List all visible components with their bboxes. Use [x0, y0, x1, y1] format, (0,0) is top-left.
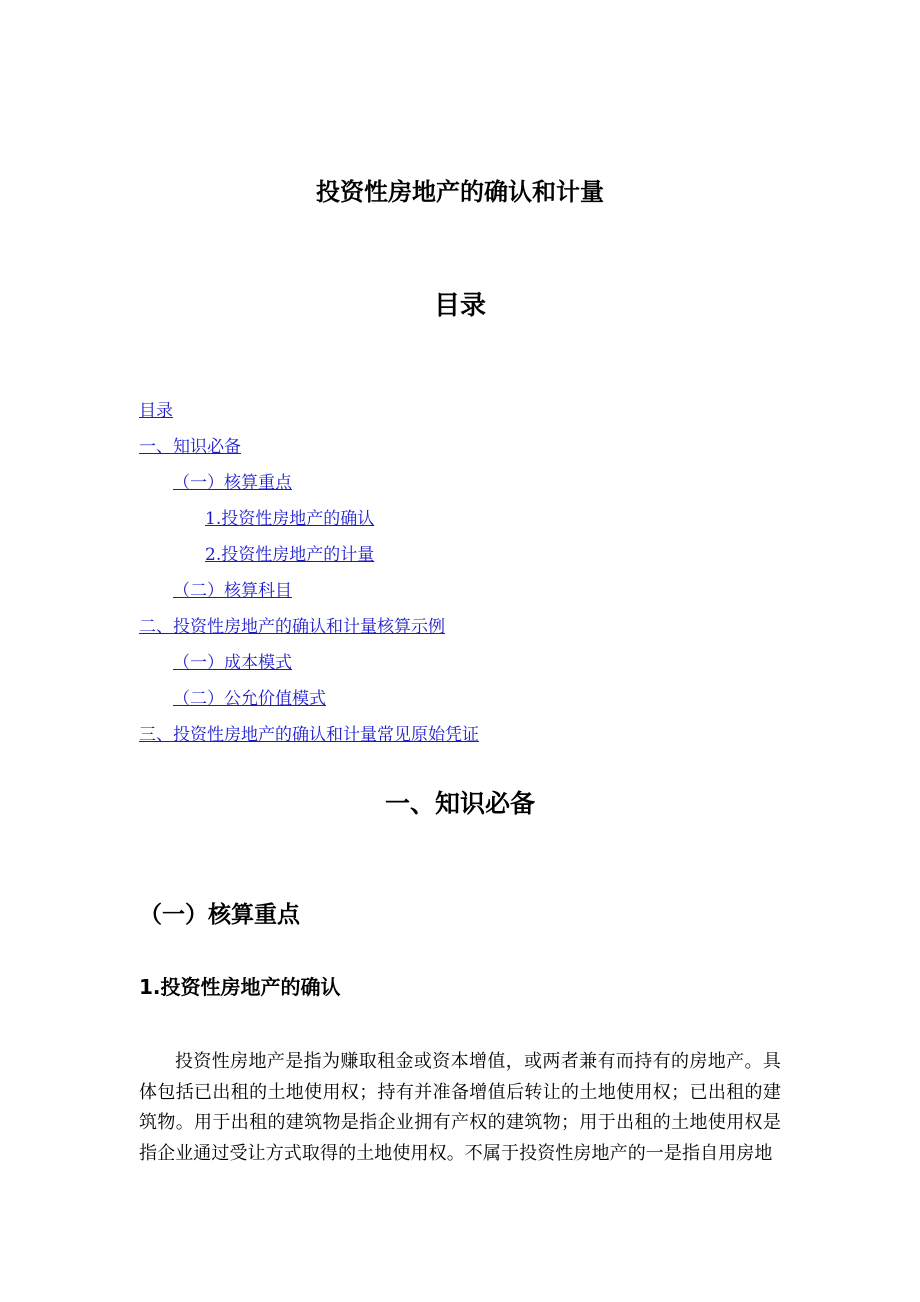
toc-link-cost-model[interactable]: （一）成本模式: [173, 653, 292, 673]
toc-item: [139, 650, 479, 686]
body-paragraph: 投资性房地产是指为赚取租金或资本增值，或两者兼有而持有的房地产。具体包括已出租的土地使用权；持有并准备增值后转让的土地使用权；已出租的建筑物。用于出租的建筑物是指企业拥有产权的建筑物；用于出租的土地使用权是指企业通过受让方式取得的土地使用权。不属于投资性房地产的一是指自用房地: [139, 1051, 781, 1164]
toc-link-accounts[interactable]: （二）核算科目: [173, 581, 292, 601]
toc-item: [139, 398, 479, 434]
document-title: 投资性房地产的确认和计量: [316, 178, 604, 206]
toc-item: [139, 506, 479, 542]
toc-link-accounting-focus[interactable]: （一）核算重点: [173, 473, 292, 493]
toc-item: [139, 614, 479, 650]
toc-item: [139, 470, 479, 506]
toc-heading: 目录: [433, 291, 486, 321]
toc-link-examples[interactable]: 二、投资性房地产的确认和计量核算示例: [139, 617, 445, 637]
toc-item: [139, 686, 479, 722]
toc-item: [139, 722, 479, 758]
toc-link-contents[interactable]: 目录: [139, 401, 173, 421]
toc-item: [139, 578, 479, 614]
toc-link-fair-value-model[interactable]: （二）公允价值模式: [173, 689, 326, 709]
table-of-contents: [139, 398, 479, 758]
toc-item: [139, 434, 479, 470]
toc-item: [139, 542, 479, 578]
subsection-heading: （一）核算重点: [139, 902, 300, 928]
subsubsection-heading: 1.投资性房地产的确认: [139, 975, 341, 999]
toc-link-recognition[interactable]: 1.投资性房地产的确认: [205, 509, 375, 529]
toc-link-measurement[interactable]: 2.投资性房地产的计量: [205, 545, 375, 565]
toc-link-original-vouchers[interactable]: 三、投资性房地产的确认和计量常见原始凭证: [139, 725, 479, 745]
section-heading: 一、知识必备: [384, 789, 535, 818]
toc-link-knowledge[interactable]: 一、知识必备: [139, 437, 241, 457]
